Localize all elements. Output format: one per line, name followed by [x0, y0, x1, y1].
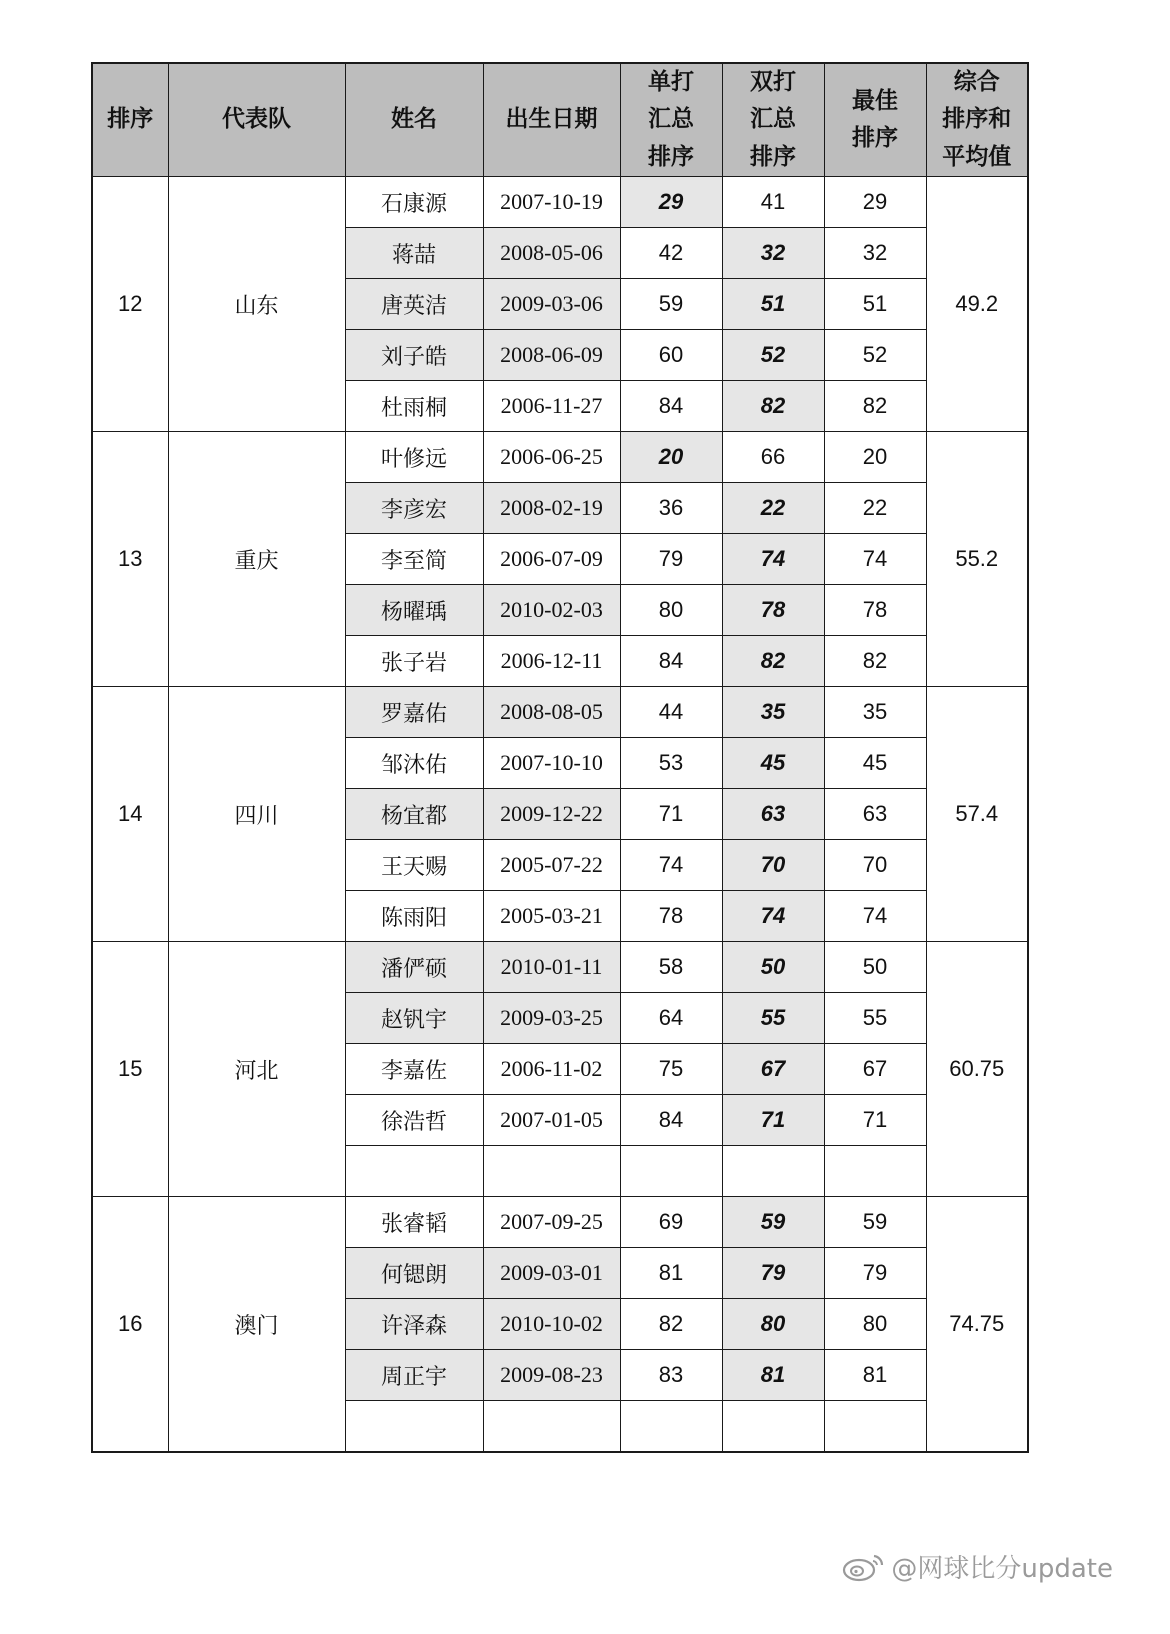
singles-rank: 64	[620, 993, 722, 1044]
player-name: 徐浩哲	[345, 1095, 483, 1146]
birth-date: 2006-11-27	[483, 381, 620, 432]
birth-date: 2007-10-10	[483, 738, 620, 789]
watermark	[841, 1548, 1113, 1585]
singles-rank: 69	[620, 1197, 722, 1248]
singles-rank: 79	[620, 534, 722, 585]
birth-date: 2006-11-02	[483, 1044, 620, 1095]
birth-date: 2008-06-09	[483, 330, 620, 381]
player-name: 周正宇	[345, 1350, 483, 1401]
doubles-rank: 82	[722, 636, 824, 687]
best-rank: 78	[824, 585, 926, 636]
table-row	[92, 177, 1028, 228]
birth-date: 2009-08-23	[483, 1350, 620, 1401]
player-name: 唐英洁	[345, 279, 483, 330]
doubles-rank: 70	[722, 840, 824, 891]
player-name: 王天赐	[345, 840, 483, 891]
header-name: 姓名	[345, 63, 483, 177]
doubles-rank: 71	[722, 1095, 824, 1146]
table-row	[92, 432, 1028, 483]
best-rank: 55	[824, 993, 926, 1044]
birth-date: 2009-03-25	[483, 993, 620, 1044]
doubles-rank: 51	[722, 279, 824, 330]
birth-date: 2007-10-19	[483, 177, 620, 228]
best-rank: 32	[824, 228, 926, 279]
player-name: 何锶朗	[345, 1248, 483, 1299]
best-rank: 29	[824, 177, 926, 228]
doubles-rank: 82	[722, 381, 824, 432]
birth-date: 2006-12-11	[483, 636, 620, 687]
singles-rank: 36	[620, 483, 722, 534]
doubles-rank: 59	[722, 1197, 824, 1248]
table-body	[92, 177, 1028, 1453]
best-rank	[824, 1146, 926, 1197]
birth-date: 2006-06-25	[483, 432, 620, 483]
best-rank: 63	[824, 789, 926, 840]
singles-rank: 60	[620, 330, 722, 381]
doubles-rank: 50	[722, 942, 824, 993]
player-name: 石康源	[345, 177, 483, 228]
singles-rank: 82	[620, 1299, 722, 1350]
best-rank: 74	[824, 534, 926, 585]
doubles-rank: 79	[722, 1248, 824, 1299]
player-name: 蒋喆	[345, 228, 483, 279]
player-name: 杨宜都	[345, 789, 483, 840]
player-name: 罗嘉佑	[345, 687, 483, 738]
table-row	[92, 1197, 1028, 1248]
doubles-rank: 74	[722, 534, 824, 585]
best-rank: 74	[824, 891, 926, 942]
birth-date: 2010-10-02	[483, 1299, 620, 1350]
table-row	[92, 687, 1028, 738]
singles-rank: 20	[620, 432, 722, 483]
best-rank: 51	[824, 279, 926, 330]
group-average: 57.4	[926, 687, 1028, 942]
singles-rank: 84	[620, 381, 722, 432]
group-team: 澳门	[168, 1197, 345, 1453]
group-average: 74.75	[926, 1197, 1028, 1453]
best-rank: 52	[824, 330, 926, 381]
birth-date: 2009-12-22	[483, 789, 620, 840]
player-name: 杨曜瑀	[345, 585, 483, 636]
best-rank: 79	[824, 1248, 926, 1299]
singles-rank: 84	[620, 636, 722, 687]
player-name: 潘俨硕	[345, 942, 483, 993]
player-name: 李嘉佐	[345, 1044, 483, 1095]
singles-rank: 71	[620, 789, 722, 840]
doubles-rank: 22	[722, 483, 824, 534]
group-rank: 12	[92, 177, 168, 432]
header-row	[92, 63, 1028, 177]
group-average: 49.2	[926, 177, 1028, 432]
birth-date: 2010-01-11	[483, 942, 620, 993]
player-name: 张睿韬	[345, 1197, 483, 1248]
best-rank: 35	[824, 687, 926, 738]
birth-date: 2007-09-25	[483, 1197, 620, 1248]
singles-rank: 42	[620, 228, 722, 279]
birth-date: 2008-02-19	[483, 483, 620, 534]
birth-date: 2009-03-06	[483, 279, 620, 330]
birth-date	[483, 1401, 620, 1453]
doubles-rank: 74	[722, 891, 824, 942]
singles-rank: 53	[620, 738, 722, 789]
group-average: 55.2	[926, 432, 1028, 687]
watermark-text: @网球比分update	[891, 1554, 1113, 1584]
player-name	[345, 1401, 483, 1453]
singles-rank: 81	[620, 1248, 722, 1299]
doubles-rank: 45	[722, 738, 824, 789]
header-best-rank: 最佳 排序	[824, 63, 926, 177]
doubles-rank: 35	[722, 687, 824, 738]
player-name: 杜雨桐	[345, 381, 483, 432]
group-team: 河北	[168, 942, 345, 1197]
header-rank: 排序	[92, 63, 168, 177]
singles-rank	[620, 1401, 722, 1453]
doubles-rank: 55	[722, 993, 824, 1044]
birth-date: 2009-03-01	[483, 1248, 620, 1299]
group-rank: 13	[92, 432, 168, 687]
group-team: 山东	[168, 177, 345, 432]
header-singles-rank: 单打 汇总 排序	[620, 63, 722, 177]
header-team: 代表队	[168, 63, 345, 177]
singles-rank: 29	[620, 177, 722, 228]
birth-date: 2005-03-21	[483, 891, 620, 942]
table-row	[92, 942, 1028, 993]
best-rank: 20	[824, 432, 926, 483]
singles-rank	[620, 1146, 722, 1197]
doubles-rank: 66	[722, 432, 824, 483]
doubles-rank: 80	[722, 1299, 824, 1350]
doubles-rank: 78	[722, 585, 824, 636]
player-name: 赵钒宇	[345, 993, 483, 1044]
group-team: 四川	[168, 687, 345, 942]
doubles-rank: 81	[722, 1350, 824, 1401]
best-rank: 82	[824, 636, 926, 687]
birth-date: 2006-07-09	[483, 534, 620, 585]
singles-rank: 80	[620, 585, 722, 636]
best-rank: 80	[824, 1299, 926, 1350]
player-name: 张子岩	[345, 636, 483, 687]
player-name: 李至简	[345, 534, 483, 585]
header-birth-date: 出生日期	[483, 63, 620, 177]
singles-rank: 75	[620, 1044, 722, 1095]
best-rank: 81	[824, 1350, 926, 1401]
singles-rank: 83	[620, 1350, 722, 1401]
player-name: 许泽森	[345, 1299, 483, 1350]
best-rank: 45	[824, 738, 926, 789]
singles-rank: 78	[620, 891, 722, 942]
birth-date: 2008-05-06	[483, 228, 620, 279]
group-rank: 16	[92, 1197, 168, 1453]
group-rank: 15	[92, 942, 168, 1197]
player-name	[345, 1146, 483, 1197]
best-rank: 67	[824, 1044, 926, 1095]
birth-date: 2005-07-22	[483, 840, 620, 891]
singles-rank: 44	[620, 687, 722, 738]
best-rank: 70	[824, 840, 926, 891]
birth-date	[483, 1146, 620, 1197]
doubles-rank: 67	[722, 1044, 824, 1095]
header-average: 综合 排序和 平均值	[926, 63, 1028, 177]
group-rank: 14	[92, 687, 168, 942]
ranking-table	[91, 62, 1029, 1453]
best-rank: 50	[824, 942, 926, 993]
birth-date: 2008-08-05	[483, 687, 620, 738]
doubles-rank	[722, 1401, 824, 1453]
best-rank: 22	[824, 483, 926, 534]
doubles-rank: 41	[722, 177, 824, 228]
birth-date: 2007-01-05	[483, 1095, 620, 1146]
singles-rank: 58	[620, 942, 722, 993]
header-doubles-rank: 双打 汇总 排序	[722, 63, 824, 177]
singles-rank: 74	[620, 840, 722, 891]
group-team: 重庆	[168, 432, 345, 687]
singles-rank: 84	[620, 1095, 722, 1146]
best-rank: 71	[824, 1095, 926, 1146]
player-name: 邹沐佑	[345, 738, 483, 789]
best-rank: 59	[824, 1197, 926, 1248]
singles-rank: 59	[620, 279, 722, 330]
doubles-rank: 63	[722, 789, 824, 840]
player-name: 刘子皓	[345, 330, 483, 381]
weibo-logo-icon	[841, 1552, 885, 1582]
player-name: 陈雨阳	[345, 891, 483, 942]
best-rank: 82	[824, 381, 926, 432]
doubles-rank: 32	[722, 228, 824, 279]
doubles-rank	[722, 1146, 824, 1197]
group-average: 60.75	[926, 942, 1028, 1197]
player-name: 叶修远	[345, 432, 483, 483]
best-rank	[824, 1401, 926, 1453]
birth-date: 2010-02-03	[483, 585, 620, 636]
doubles-rank: 52	[722, 330, 824, 381]
player-name: 李彦宏	[345, 483, 483, 534]
